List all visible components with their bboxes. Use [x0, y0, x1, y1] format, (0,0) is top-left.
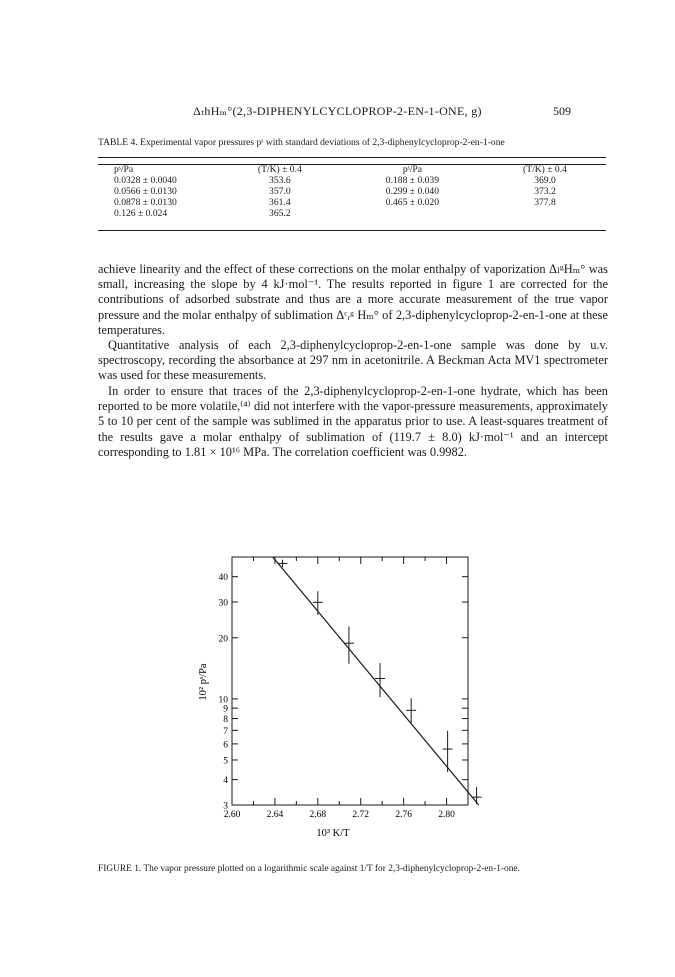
y-tick-label: 6	[223, 740, 228, 751]
table-cell: 369.0	[534, 175, 556, 186]
x-tick-label: 2.80	[438, 810, 455, 820]
table-cell: 0.465 ± 0.020	[385, 197, 440, 208]
table-row	[98, 175, 606, 186]
table-cell: 0.0328 ± 0.0040	[114, 175, 177, 186]
y-tick-label: 4	[223, 776, 228, 787]
vapor-pressure-table	[98, 164, 606, 219]
table-cell: 0.188 ± 0.039	[385, 175, 440, 186]
table-cell: 0.299 ± 0.040	[385, 186, 440, 197]
plot-axes	[219, 557, 469, 820]
x-tick-label: 2.64	[266, 810, 284, 820]
table-cell: 357.0	[269, 186, 291, 197]
y-tick-label: 3	[223, 801, 228, 812]
body-paragraph-1: achieve linearity and the effect of these corrections on the molar enthalpy of vaporization ΔₗᵍHₘ° was small, increasing the slope by 4 kJ·mol⁻¹. The results reported in figure 1 are corrected for the contributions of adsorbed substrate and thus are a more accurate measurement of the true vapor pressure and the molar enthalpy of sublimation Δᶜᵣᵍ Hₘ° of 2,3-diphenylcycloprop-2-en-1-one at these temperatures.	[98, 262, 608, 337]
x-axis-label: 10³ K/T	[316, 828, 350, 839]
table-cell	[484, 208, 606, 219]
table-row	[98, 186, 606, 197]
running-title: ΔₜhHₘ°(2,3-DIPHENYLCYCLOPROP-2-EN-1-ONE, g)	[193, 104, 482, 118]
running-header	[0, 104, 675, 120]
x-tick-label: 2.76	[395, 810, 412, 820]
fit-line	[273, 557, 479, 805]
table-row	[98, 197, 606, 208]
page-number: 509	[553, 104, 571, 118]
plot-frame	[232, 557, 468, 805]
table-top-rule	[98, 157, 606, 158]
x-tick-label: 2.60	[223, 810, 241, 820]
table-cell: 365.2	[269, 208, 291, 219]
col-header-p2: pˢ/Pa	[402, 164, 422, 175]
y-tick-label: 7	[223, 726, 228, 737]
x-tick-label: 2.68	[309, 810, 327, 820]
table-cell: 361.4	[269, 197, 291, 208]
table-cell: 0.126 ± 0.024	[114, 208, 168, 219]
col-header-t1: (T/K) ± 0.4	[257, 164, 302, 175]
plot-marks	[273, 557, 482, 805]
col-header-p1: pˢ/Pa	[114, 164, 134, 175]
table-bottom-rule	[98, 230, 606, 231]
table-caption: TABLE 4. Experimental vapor pressures pˢ with standard deviations of 2,3-diphenylcycloprop-2-en-1-one	[98, 137, 505, 148]
body-paragraph-2: Quantitative analysis of each 2,3-diphenylcycloprop-2-en-1-one sample was done by u.v. spectroscopy, recording the absorbance at 297 nm in acetonitrile. A Beckman Acta MV1 spectrometer was used for these measurements.	[98, 338, 608, 383]
table-cell: 0.0878 ± 0.0130	[114, 197, 177, 208]
table-cell: 0.0566 ± 0.0130	[114, 186, 177, 197]
y-tick-label: 8	[223, 715, 228, 726]
figure-caption: FIGURE 1. The vapor pressure plotted on a logarithmic scale against 1/T for 2,3-diphenylcycloprop-2-en-1-one.	[98, 864, 520, 874]
y-tick-label: 10	[218, 695, 228, 706]
table-row	[98, 208, 606, 219]
table-cell: 373.2	[534, 186, 556, 197]
table-cell: 377.8	[534, 197, 556, 208]
y-tick-label: 9	[223, 704, 228, 715]
y-tick-label: 30	[218, 598, 228, 609]
y-tick-label: 5	[223, 756, 228, 767]
y-axis-label: 10² pˢ/Pa	[198, 663, 209, 701]
table-cell: 353.6	[269, 175, 291, 186]
x-tick-label: 2.72	[352, 810, 370, 820]
table-header-row	[98, 164, 606, 175]
table-cell	[341, 208, 484, 219]
y-tick-label: 40	[218, 573, 228, 584]
body-paragraph-3: In order to ensure that traces of the 2,3-diphenylcycloprop-2-en-1-one hydrate, which has been reported to be more volatile,⁽⁴⁾ did not interfere with the vapor-pressure measurements, approximately 5 to 10 per cent of the sample was sublimed in the apparatus prior to use. A least-squares treatment of the results gave a molar enthalpy of sublimation of (119.7 ± 8.0) kJ·mol⁻¹ and an intercept corresponding to 1.81 × 10¹⁶ MPa. The correlation coefficient was 0.9982.	[98, 384, 608, 459]
col-header-t2: (T/K) ± 0.4	[523, 164, 567, 175]
y-tick-label: 20	[218, 634, 228, 645]
